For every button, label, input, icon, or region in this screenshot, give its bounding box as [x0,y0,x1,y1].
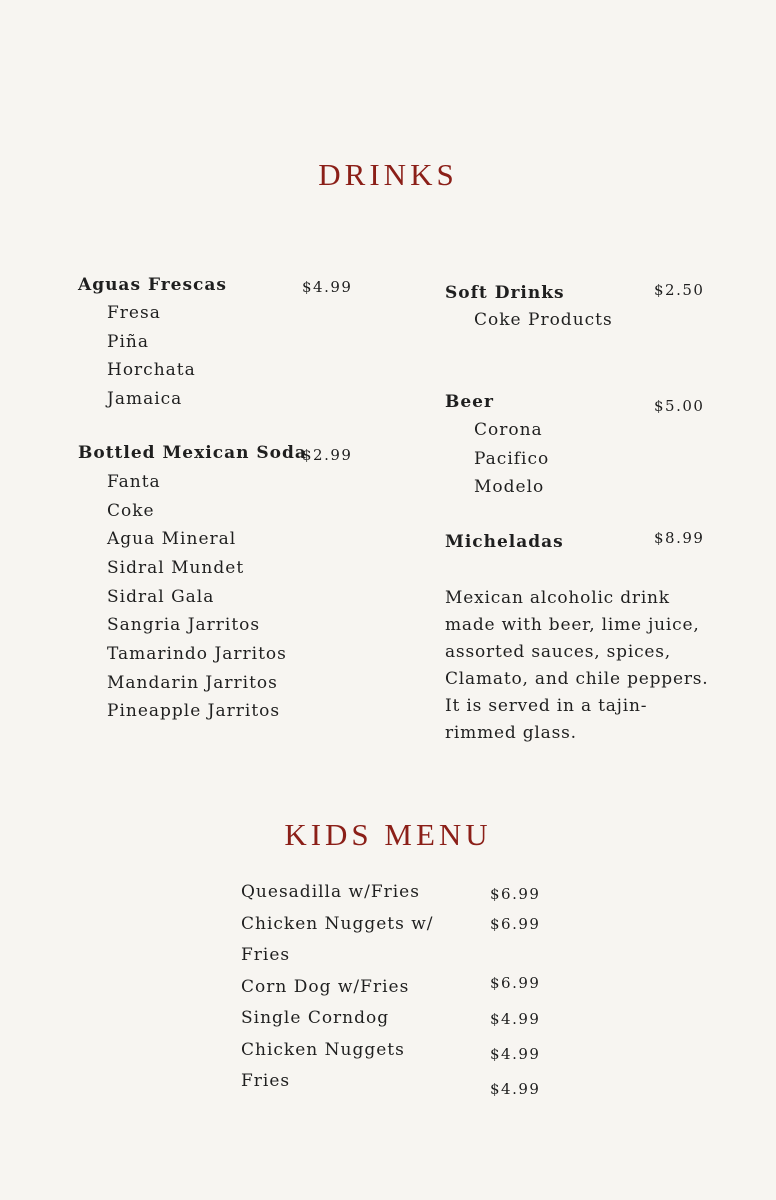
menu-item-price: $4.99 [302,278,353,296]
kids-item-name: Chicken Nuggets [241,1040,405,1060]
sub-item: Sangria Jarritos [107,615,261,635]
sub-item: Fanta [107,472,161,492]
kids-item-name: Quesadilla w/Fries [241,882,420,902]
sub-item: Coke [107,501,155,521]
kids-item-name: Chicken Nuggets w/ [241,914,434,934]
kids-item-name: Fries [241,945,291,965]
kids-menu-title: KIDS MENU [284,817,492,852]
kids-item-price: $6.99 [490,885,541,903]
sub-item: Agua Mineral [107,529,237,549]
kids-item-price: $6.99 [490,915,541,933]
menu-item-name: Aguas Frescas [78,275,227,295]
description-line: It is served in a tajin- [445,696,648,716]
menu-item-price: $5.00 [654,397,705,415]
kids-item-name: Fries [241,1071,291,1091]
menu-item-price: $8.99 [654,529,705,547]
kids-item-price: $4.99 [490,1045,541,1063]
kids-item-price: $4.99 [490,1080,541,1098]
description-line: Mexican alcoholic drink [445,588,670,608]
sub-item: Corona [474,420,543,440]
description-line: Clamato, and chile peppers. [445,669,709,689]
description-line: rimmed glass. [445,723,577,743]
sub-item: Sidral Mundet [107,558,245,578]
michelada-description [445,585,725,747]
kids-item-name: Corn Dog w/Fries [241,977,410,997]
menu-item-name: Beer [445,392,494,412]
sub-item: Tamarindo Jarritos [107,644,287,664]
description-line: assorted sauces, spices, [445,642,671,662]
sub-item: Mandarin Jarritos [107,673,278,693]
sub-item: Piña [107,332,149,352]
kids-item-price: $6.99 [490,974,541,992]
description-line: made with beer, lime juice, [445,615,700,635]
drinks-title: DRINKS [318,157,458,192]
sub-item: Jamaica [107,389,183,409]
kids-item-name: Single Corndog [241,1008,390,1028]
kids-item-price: $4.99 [490,1010,541,1028]
menu-item-name: Bottled Mexican Soda [78,443,307,463]
menu-item-name: Soft Drinks [445,283,565,303]
sub-item: Horchata [107,360,196,380]
sub-item: Pacifico [474,449,550,469]
sub-item: Fresa [107,303,161,323]
sub-item: Coke Products [474,310,613,330]
menu-item-price: $2.99 [302,446,353,464]
menu-item-price: $2.50 [654,281,705,299]
menu-item-name: Micheladas [445,532,564,552]
sub-item: Pineapple Jarritos [107,701,281,721]
sub-item: Sidral Gala [107,587,215,607]
sub-item: Modelo [474,477,545,497]
